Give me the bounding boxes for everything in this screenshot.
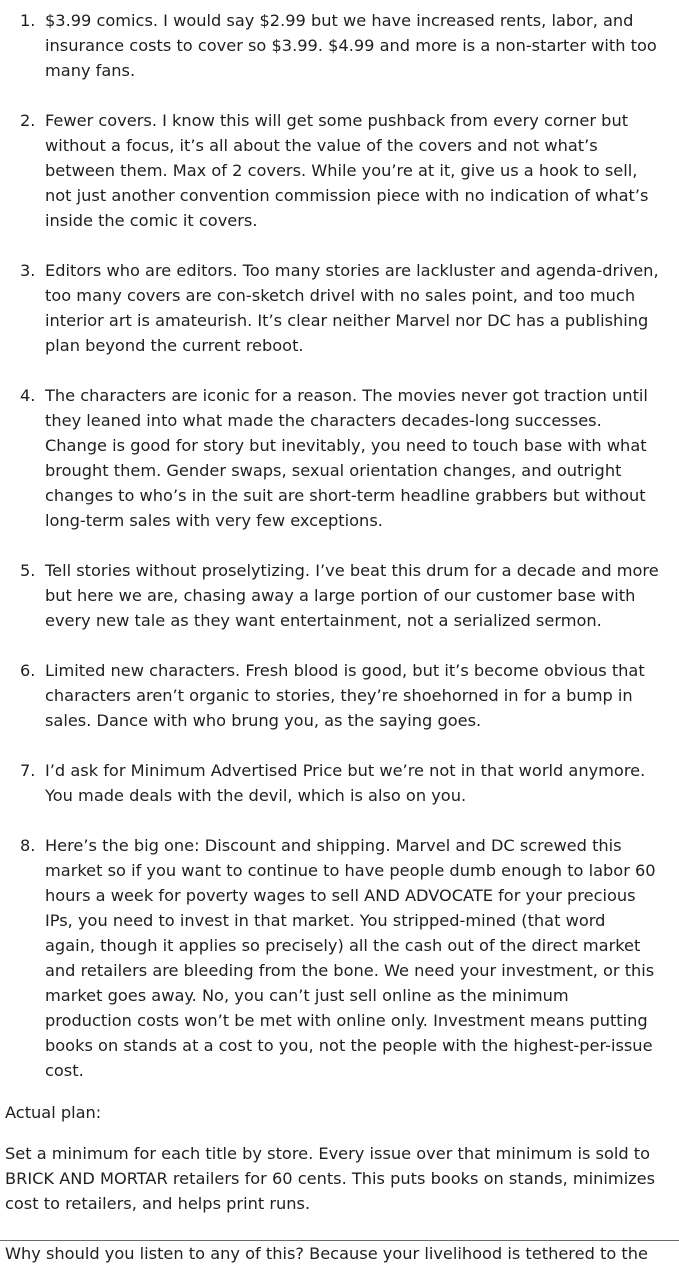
list-item (0, 758, 679, 808)
list-item-text: Here’s the big one: Discount and shipping. Marvel and DC screwed this market so if you want to continue to have people dumb enough to labor 60 hours a week for poverty wages to sell AND ADVOCATE for your precious IPs, you need to invest in that market. You stripped-mined (that word again, though it applies so precisely) all the cash out of the direct market and retailers are bleeding from the bone. We need your investment, or this market goes away. No, you can’t just sell online as the minimum production costs won’t be met with online only. Investment means putting books on stands at a cost to you, not the people with the highest-per-issue cost. (45, 836, 656, 1080)
list-item (0, 833, 679, 1083)
closing-paragraph: Why should you listen to any of this? Because your livelihood is tethered to the (5, 1244, 648, 1263)
plan-paragraph: Set a minimum for each title by store. Every issue over that minimum is sold to BRICK AND MORTAR retailers for 60 cents. This puts books on stands, minimizes cost to retailers, and helps print runs. (5, 1144, 656, 1213)
list-item-number: 4. (20, 386, 36, 405)
list-item (0, 558, 679, 633)
numbered-list (0, 8, 679, 1083)
list-item-number: 6. (20, 661, 36, 680)
plan-heading: Actual plan: (5, 1103, 102, 1122)
list-item-text: Fewer covers. I know this will get some pushback from every corner but without a focus, it’s all about the value of the covers and not what’s between them. Max of 2 covers. While you’re at it, give us a hook to sell, not just another convention commission piece with no indication of what’s inside the comic it covers. (45, 111, 649, 230)
list-item-text: Editors who are editors. Too many stories are lackluster and agenda-driven, too many covers are con-sketch drivel with no sales point, and too much interior art is amateurish. It’s clear neither Marvel nor DC has a publishing plan beyond the current reboot. (45, 261, 659, 355)
list-item-number: 8. (20, 836, 36, 855)
list-item (0, 8, 679, 83)
list-item (0, 658, 679, 733)
list-item-text: I’d ask for Minimum Advertised Price but we’re not in that world anymore. You made deals with the devil, which is also on you. (45, 761, 646, 805)
list-item-text: The characters are iconic for a reason. The movies never got traction until they leaned into what made the characters decades-long successes. Change is good for story but inevitably, you need to touch base with what brought them. Gender swaps, sexual orientation changes, and outright changes to who’s in the suit are short-term headline grabbers but without long-term sales with very few exceptions. (45, 386, 648, 530)
list-item-number: 5. (20, 561, 36, 580)
bottom-divider (0, 1240, 679, 1241)
list-item-number: 7. (20, 761, 36, 780)
list-item-text: $3.99 comics. I would say $2.99 but we have increased rents, labor, and insurance costs to cover so $3.99. $4.99 and more is a non-starter with too many fans. (45, 11, 657, 80)
list-item (0, 383, 679, 533)
list-item (0, 258, 679, 358)
list-item-text: Limited new characters. Fresh blood is good, but it’s become obvious that characters aren’t organic to stories, they’re shoehorned in for a bump in sales. Dance with who brung you, as the saying goes. (45, 661, 645, 730)
list-item (0, 108, 679, 233)
list-item-text: Tell stories without proselytizing. I’ve beat this drum for a decade and more but here we are, chasing away a large portion of our customer base with every new tale as they want entertainment, not a serialized sermon. (45, 561, 659, 630)
list-item-number: 2. (20, 111, 36, 130)
list-item-number: 1. (20, 11, 36, 30)
document-body (0, 8, 679, 1266)
list-item-number: 3. (20, 261, 36, 280)
